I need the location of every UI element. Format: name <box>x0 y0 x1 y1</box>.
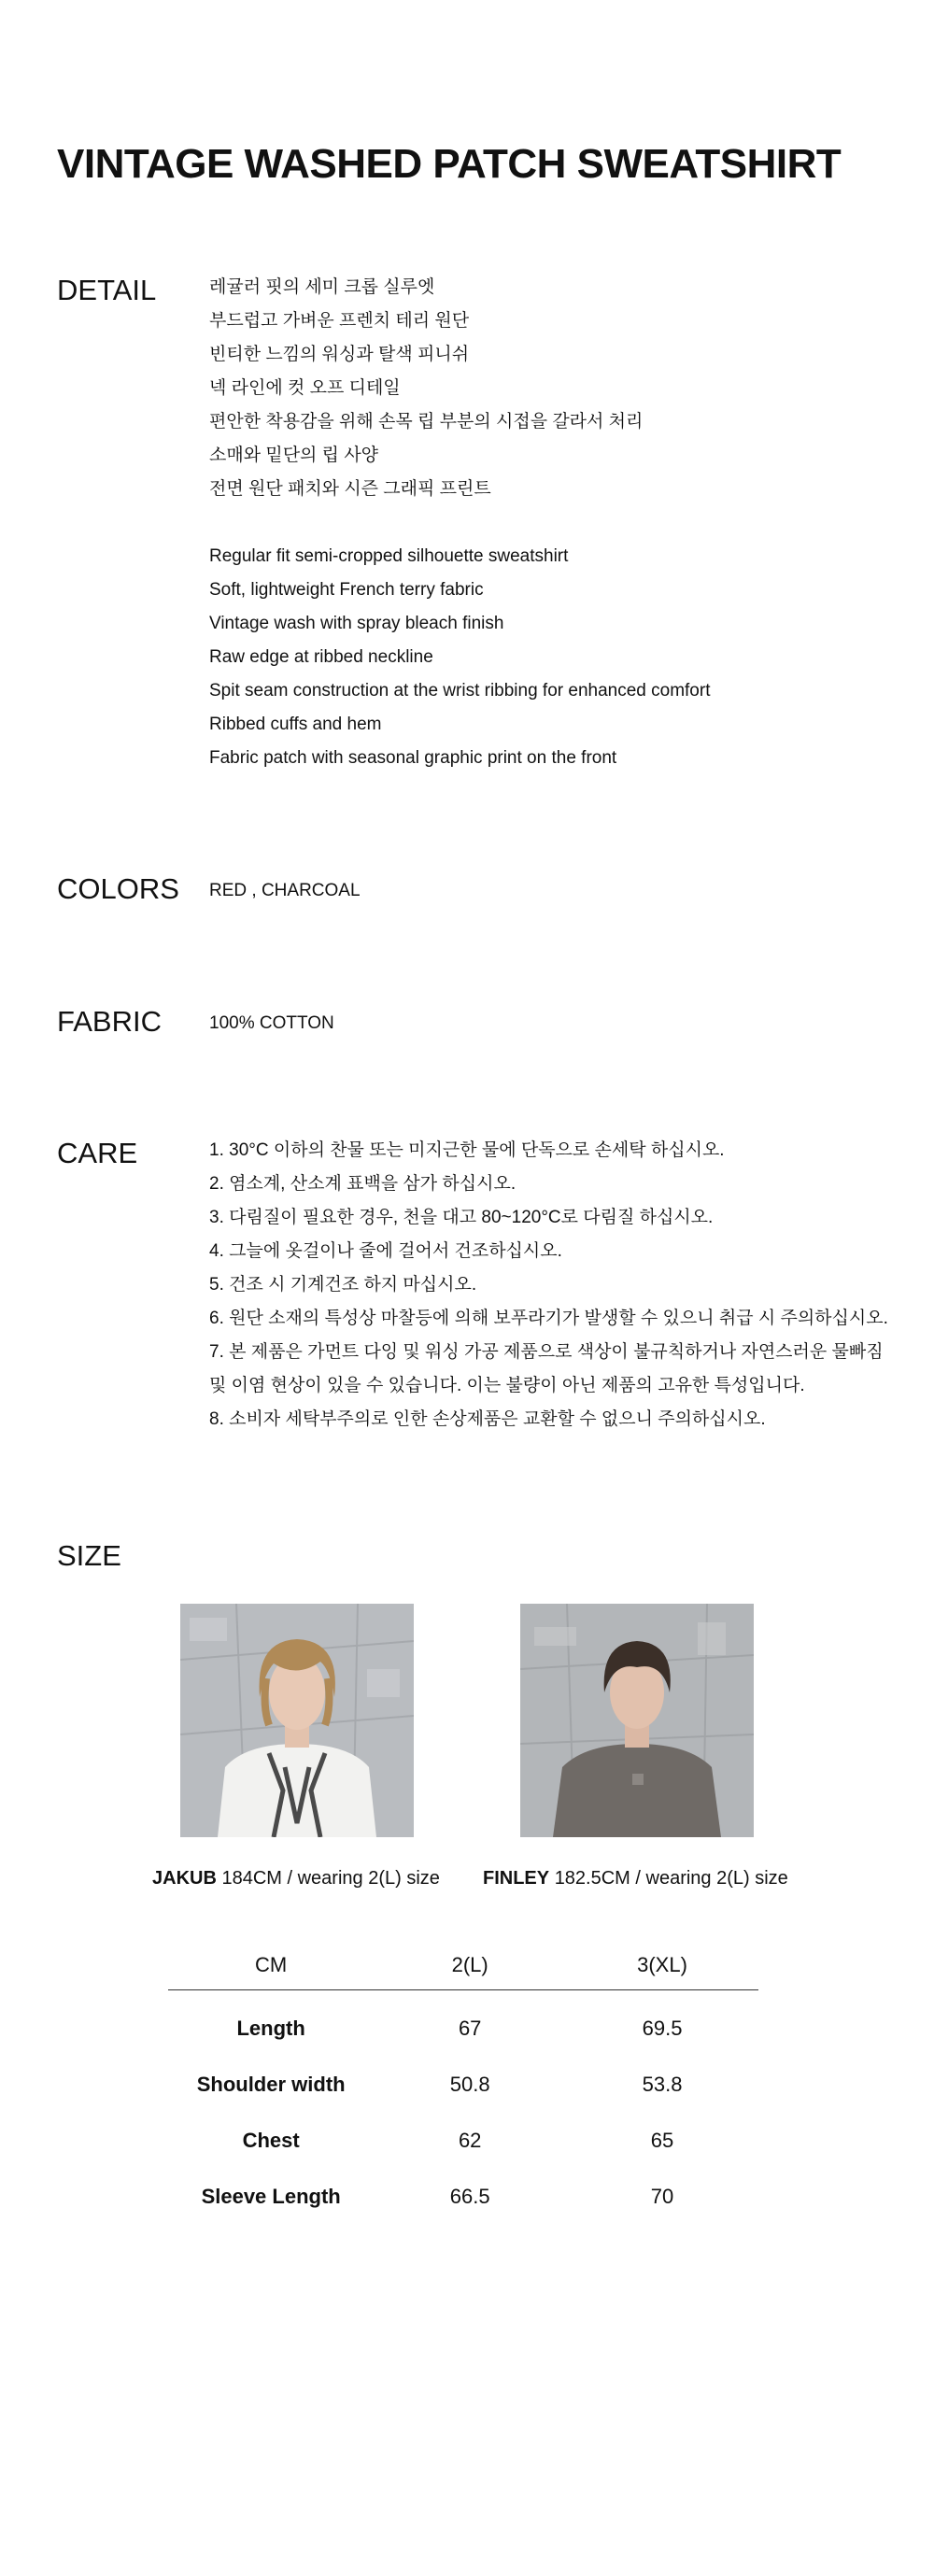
detail-en-5: Spit seam construction at the wrist ribbing for enhanced comfort <box>209 681 711 701</box>
care-label: CARE <box>57 1137 138 1169</box>
detail-label: DETAIL <box>57 274 157 306</box>
model-caption-finley <box>483 1868 788 1890</box>
model-illustration-jakub <box>180 1604 414 1837</box>
care-line-4: 4. 그늘에 옷걸이나 줄에 걸어서 건조하십시오. <box>209 1241 562 1261</box>
size-table <box>168 1941 758 2225</box>
care-line-2: 2. 염소계, 산소계 표백을 삼가 하십시오. <box>209 1174 517 1194</box>
detail-ko-4: 넥 라인에 컷 오프 디테일 <box>209 378 401 398</box>
model-name-jakub: JAKUB <box>152 1868 217 1889</box>
header-l: 2(L) <box>374 1941 566 1990</box>
model-info-jakub: 184CM / wearing 2(L) size <box>221 1868 440 1889</box>
care-line-5: 5. 건조 시 기계건조 하지 마십시오. <box>209 1275 477 1295</box>
header-xl: 3(XL) <box>566 1941 758 1990</box>
detail-list <box>209 271 710 775</box>
model-info-finley: 182.5CM / wearing 2(L) size <box>554 1868 788 1889</box>
table-row <box>168 1990 758 2058</box>
model-photo-finley <box>520 1604 754 1837</box>
care-line-9: 8. 소비자 세탁부주의로 인한 손상제품은 교환할 수 없으니 주의하십시오. <box>209 1409 766 1429</box>
header-cm: CM <box>168 1941 374 1990</box>
row-label: Sleeve Length <box>201 2185 341 2208</box>
row-label: Length <box>236 2017 305 2040</box>
care-line-6: 6. 원단 소재의 특성상 마찰등에 의해 보푸라기가 발생할 수 있으니 취급 시 주의하십시오. <box>209 1309 888 1328</box>
cell-xl: 69.5 <box>642 2017 683 2040</box>
fabric-label: FABRIC <box>57 1005 162 1038</box>
care-line-8: 및 이염 현상이 있을 수 있습니다. 이는 불량이 아닌 제품의 고유한 특성입니다. <box>209 1376 805 1395</box>
shirt-finley <box>553 1744 721 1837</box>
size-label: SIZE <box>57 1539 121 1572</box>
cell-l: 62 <box>458 2129 482 2152</box>
row-label: Chest <box>242 2129 300 2152</box>
detail-ko-2: 부드럽고 가벼운 프렌치 테리 원단 <box>209 311 470 331</box>
cell-xl: 70 <box>650 2185 674 2208</box>
model-caption-jakub <box>152 1868 440 1890</box>
fabric-value: 100% COTTON <box>209 1013 334 1033</box>
detail-ko-5: 편안한 착용감을 위해 손목 립 부분의 시접을 갈라서 처리 <box>209 412 644 432</box>
model-name-finley: FINLEY <box>483 1868 550 1889</box>
detail-en-7: Fabric patch with seasonal graphic print on the front <box>209 748 617 768</box>
detail-en-1: Regular fit semi-cropped silhouette sweatshirt <box>209 546 569 566</box>
size-table-header <box>168 1941 758 1990</box>
cell-xl: 53.8 <box>642 2073 683 2096</box>
care-line-3: 3. 다림질이 필요한 경우, 천을 대고 80~120°C로 다림질 하십시오. <box>209 1208 714 1227</box>
detail-ko-3: 빈티한 느낌의 워싱과 탈색 피니쉬 <box>209 345 470 364</box>
table-row <box>168 2169 758 2225</box>
model-illustration-finley <box>520 1604 754 1837</box>
model-photo-jakub <box>180 1604 414 1837</box>
detail-en-2: Soft, lightweight French terry fabric <box>209 580 484 600</box>
care-line-7: 7. 본 제품은 가먼트 다잉 및 워싱 가공 제품으로 색상이 불규칙하거나 자연스러운 물빠짐 <box>209 1342 884 1362</box>
row-label: Shoulder width <box>196 2073 346 2096</box>
detail-ko-6: 소매와 밑단의 립 사양 <box>209 446 379 465</box>
table-row <box>168 2057 758 2113</box>
detail-en-4: Raw edge at ribbed neckline <box>209 647 433 667</box>
colors-label: COLORS <box>57 872 179 905</box>
detail-ko-1: 레귤러 핏의 세미 크롭 실루엣 <box>209 277 435 297</box>
cell-l: 66.5 <box>449 2185 490 2208</box>
detail-spacer <box>209 506 710 540</box>
product-title: VINTAGE WASHED PATCH SWEATSHIRT <box>57 141 842 187</box>
care-line-1: 1. 30°C 이하의 찬물 또는 미지근한 물에 단독으로 손세탁 하십시오. <box>209 1140 725 1160</box>
detail-en-3: Vintage wash with spray bleach finish <box>209 614 504 633</box>
table-row <box>168 2113 758 2169</box>
cell-l: 67 <box>458 2017 482 2040</box>
cell-xl: 65 <box>650 2129 674 2152</box>
detail-en-6: Ribbed cuffs and hem <box>209 715 382 734</box>
care-list <box>209 1134 888 1437</box>
detail-ko-7: 전면 원단 패치와 시즌 그래픽 프린트 <box>209 479 491 499</box>
cell-l: 50.8 <box>449 2073 490 2096</box>
colors-value: RED , CHARCOAL <box>209 881 361 900</box>
